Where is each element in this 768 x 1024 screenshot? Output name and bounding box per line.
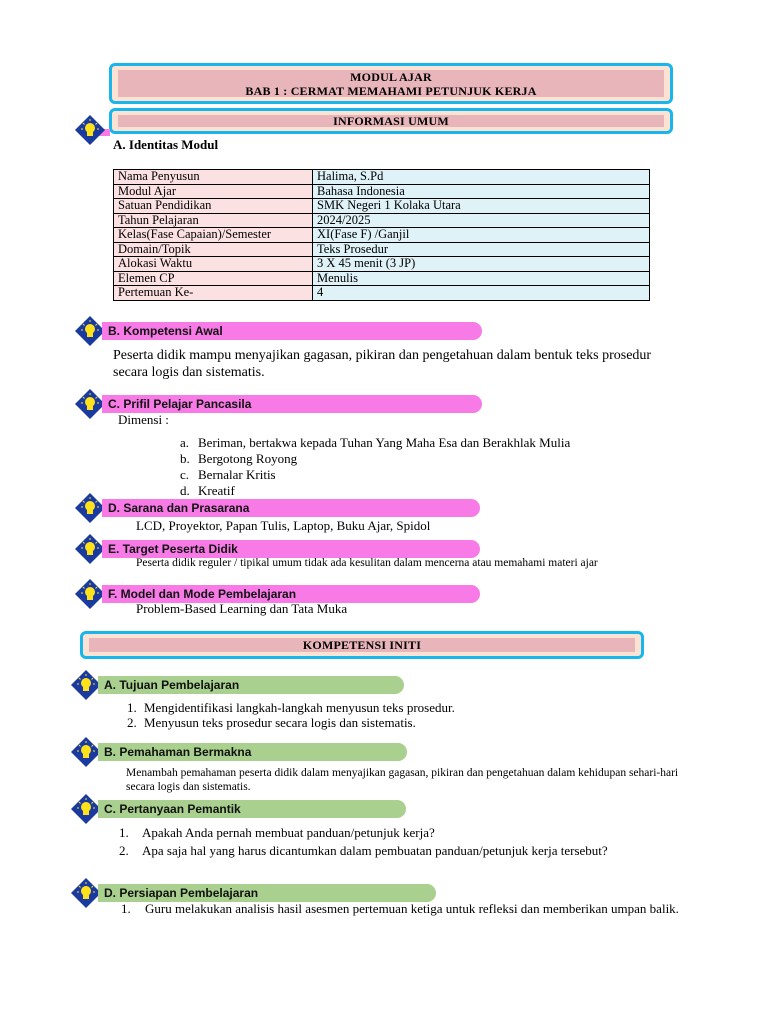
list-number: c. (180, 467, 190, 482)
table-row (114, 242, 650, 257)
identitas-table (113, 169, 650, 301)
row-key: Satuan Pendidikan (114, 199, 313, 214)
section-label: D. Persiapan Pembelajaran (98, 884, 436, 902)
module-title: MODUL AJAR (350, 69, 432, 84)
profil-list (180, 435, 680, 499)
list-item (127, 715, 627, 731)
list-text: Kreatif (198, 483, 235, 498)
list-item (180, 467, 680, 483)
list-number: 2. (119, 843, 129, 858)
row-value: Teks Prosedur (313, 242, 650, 257)
info-umum-title: INFORMASI UMUM (333, 114, 449, 128)
list-item (119, 825, 659, 841)
section-label: B. Pemahaman Bermakna (98, 743, 407, 761)
row-key: Modul Ajar (114, 184, 313, 199)
list-number: 1. (119, 825, 129, 840)
list-text: Mengidentifikasi langkah-langkah menyusun teks prosedur. (144, 700, 455, 715)
list-item (180, 435, 680, 451)
list-text: Beriman, bertakwa kepada Tuhan Yang Maha Esa dan Berakhlak Mulia (198, 435, 571, 450)
table-row (114, 271, 650, 286)
list-text: Guru melakukan analisis hasil asesmen pertemuan ketiga untuk refleksi dan memberikan umpan balik. (145, 901, 679, 916)
table-row (114, 199, 650, 214)
section-label: F. Model dan Mode Pembelajaran (102, 585, 480, 603)
pertanyaan-list (119, 825, 659, 861)
list-text: Bergotong Royong (198, 451, 298, 466)
module-title-box (109, 63, 673, 104)
section-label: C. Pertanyaan Pemantik (98, 800, 406, 818)
row-key: Pertemuan Ke- (114, 286, 313, 301)
profil-intro: Dimensi : (118, 412, 169, 427)
table-row (114, 184, 650, 199)
kompetensi-inti-banner (80, 631, 644, 659)
persiapan-list (121, 901, 679, 917)
section-label: B. Kompetensi Awal (102, 322, 482, 340)
model-text: Problem-Based Learning dan Tata Muka (136, 601, 348, 616)
list-text: Menyusun teks prosedur secara logis dan sistematis. (144, 715, 416, 730)
list-item (119, 843, 659, 859)
table-row (114, 228, 650, 243)
row-value: SMK Negeri 1 Kolaka Utara (313, 199, 650, 214)
list-number: 1. (121, 901, 131, 916)
list-text: Apa saja hal yang harus dicantumkan dalam pembuatan panduan/petunjuk kerja tersebut? (142, 843, 608, 858)
row-value: XI(Fase F) /Ganjil (313, 228, 650, 243)
section-label: D. Sarana dan Prasarana (102, 499, 480, 517)
section-label: C. Prifil Pelajar Pancasila (102, 395, 482, 413)
row-value: 2024/2025 (313, 213, 650, 228)
list-text: Apakah Anda pernah membuat panduan/petunjuk kerja? (142, 825, 435, 840)
kompetensi-inti-title: KOMPETENSI INITI (302, 638, 422, 652)
lightbulb-diamond-icon (74, 114, 106, 146)
info-umum-banner (109, 108, 673, 134)
list-number: d. (180, 483, 190, 498)
kompetensi-awal-text: Peserta didik mampu menyajikan gagasan, pikiran dan pengetahuan dalam bentuk teks prosedur secara logis dan sistematis. (113, 348, 652, 380)
row-key: Elemen CP (114, 271, 313, 286)
table-row (114, 213, 650, 228)
table-row (114, 286, 650, 301)
row-value: Halima, S.Pd (313, 170, 650, 185)
list-text: Bernalar Kritis (198, 467, 276, 482)
list-number: a. (180, 435, 190, 450)
sarana-text: LCD, Proyektor, Papan Tulis, Laptop, Buku Ajar, Spidol (136, 518, 431, 533)
section-label: E. Target Peserta Didik (102, 540, 480, 558)
tujuan-list (127, 700, 627, 730)
pemahaman-text: Menambah pemahaman peserta didik dalam menyajikan gagasan, pikiran dan pengetahuan dalam kehidupan sehari-hari secara logis dan sistematis. (126, 767, 679, 793)
row-key: Domain/Topik (114, 242, 313, 257)
list-item (180, 451, 680, 467)
row-value: 3 X 45 menit (3 JP) (313, 257, 650, 272)
table-row (114, 257, 650, 272)
section-label: A. Tujuan Pembelajaran (98, 676, 404, 694)
list-number: 2. (127, 715, 137, 730)
chapter-title: BAB 1 : CERMAT MEMAHAMI PETUNJUK KERJA (245, 83, 537, 98)
row-value: Bahasa Indonesia (313, 184, 650, 199)
list-item (127, 700, 627, 716)
row-value: Menulis (313, 271, 650, 286)
target-text: Peserta didik reguler / tipikal umum tidak ada kesulitan dalam mencerna atau memahami materi ajar (136, 557, 598, 569)
row-key: Nama Penyusun (114, 170, 313, 185)
table-row (114, 170, 650, 185)
identitas-heading: A. Identitas Modul (113, 137, 219, 152)
list-item (180, 483, 680, 499)
row-key: Kelas(Fase Capaian)/Semester (114, 228, 313, 243)
list-number: 1. (127, 700, 137, 715)
row-value: 4 (313, 286, 650, 301)
row-key: Tahun Pelajaran (114, 213, 313, 228)
list-number: b. (180, 451, 190, 466)
list-item (121, 901, 679, 917)
row-key: Alokasi Waktu (114, 257, 313, 272)
